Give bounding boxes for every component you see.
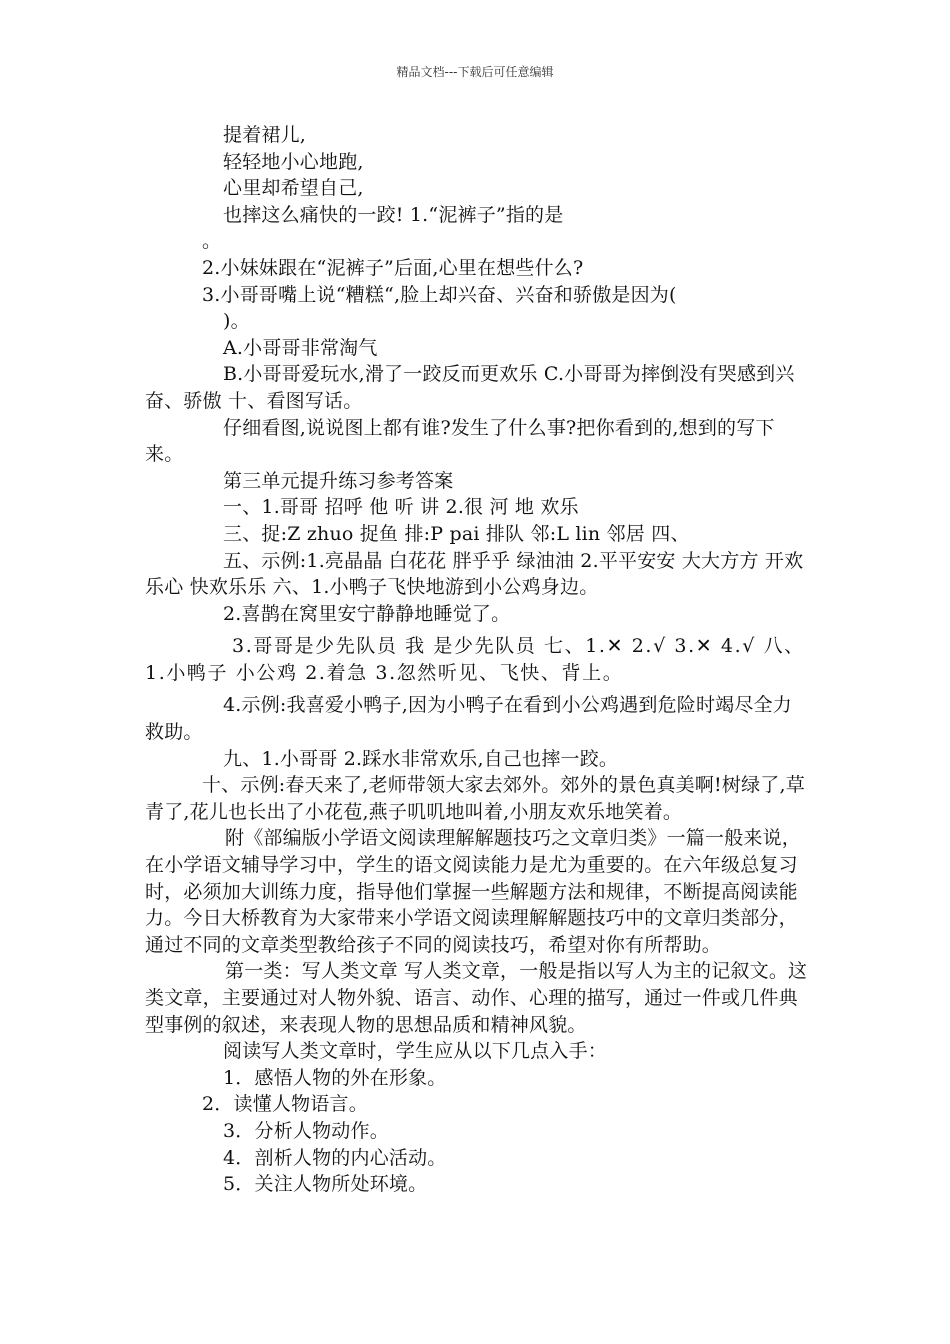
paragraph: B.小哥哥爱玩水,滑了一跤反而更欢乐 C.小哥哥为摔倒没有哭感到兴奋、骄傲 十、看图写话。 xyxy=(145,363,795,412)
page-header: 精品文档---下载后可任意编辑 xyxy=(396,65,554,79)
list-item: 1．感悟人物的外在形象。 xyxy=(223,1066,447,1089)
paragraph: 五、示例:1.亮晶晶 白花花 胖乎乎 绿油油 2.平平安安 大大方方 开欢乐心 快欢乐乐 六、1.小鸭子飞快地游到小公鸡身边。 xyxy=(145,549,804,599)
paragraph: 第一类：写人类文章 写人类文章，一般是指以写人为主的记叙文。这类文章，主要通过对人物外貌、语言、动作、心理的描写，通过一件或几件典型事例的叙述，来表现人物的思想品质和精神风貌。 xyxy=(145,960,808,1036)
document-body xyxy=(145,122,810,1198)
paragraph: 3.哥哥是少先队员 我 是少先队员 七、1.✕ 2.√ 3.✕ 4.√ 八、1.小鸭子 小公鸡 2.着急 3.忽然听见、飞快、背上。 xyxy=(145,635,805,684)
paragraph: 轻轻地小心地跑, xyxy=(223,150,364,173)
paragraph: 4.示例:我喜爱小鸭子,因为小鸭子在看到小公鸡遇到危险时竭尽全力救助。 xyxy=(145,694,792,744)
paragraph: 也摔这么痛快的一跤! 1.“泥裤子”指的是 xyxy=(223,203,564,226)
list-item: 5．关注人物所处环境。 xyxy=(223,1173,428,1196)
paragraph: 2.小妹妹跟在“泥裤子”后面,心里在想些什么? xyxy=(202,256,584,279)
list-item: 4．剖析人物的内心活动。 xyxy=(223,1146,447,1169)
list-item: 2．读懂人物语言。 xyxy=(202,1093,368,1116)
paragraph: 。 xyxy=(202,230,222,253)
paragraph: 阅读写人类文章时，学生应从以下几点入手： xyxy=(223,1040,608,1063)
paragraph: 提着裙儿, xyxy=(223,124,307,146)
paragraph: 附《部编版小学语文阅读理解解题技巧之文章归类》一篇一般来说，在小学语文辅导学习中，学生的语文阅读能力是尤为重要的。在六年级总复习时，必须加大训练力度，指导他们掌握一些解题方法和规律，不断提高阅读能力。今日大桥教育为大家带来小学语文阅读理解解题技巧中的文章归类部分，通过不同的文章类型教给孩子不同的阅读技巧，希望对你有所帮助。 xyxy=(145,827,802,956)
answer-key-title: 第三单元提升练习参考答案 xyxy=(223,469,454,492)
paragraph: 十、示例:春天来了,老师带领大家去郊外。郊外的景色真美啊!树绿了,草青了,花儿也长出了小花苞,燕子叽叽地叫着,小朋友欢乐地笑着。 xyxy=(145,774,805,823)
paragraph: 一、1.哥哥 招呼 他 听 讲 2.很 河 地 欢乐 xyxy=(223,496,579,519)
list-item: 3．分析人物动作。 xyxy=(223,1119,389,1142)
paragraph: 九、1.小哥哥 2.踩水非常欢乐,自己也摔一跤。 xyxy=(223,747,619,770)
paragraph: 2.喜鹊在窝里安宁静静地睡觉了。 xyxy=(223,602,511,625)
paragraph: 心里却希望自己, xyxy=(223,177,364,200)
paragraph: 仔细看图,说说图上都有谁?发生了什么事?把你看到的,想到的写下来。 xyxy=(145,416,775,466)
paragraph: )。 xyxy=(223,310,250,333)
paragraph: 三、捉:Z zhuo 捉鱼 排:P pai 排队 邻:L lin 邻居 四、 xyxy=(223,522,690,545)
paragraph: A.小哥哥非常淘气 xyxy=(223,336,378,359)
paragraph: 3.小哥哥嘴上说“糟糕“,脸上却兴奋、兴奋和骄傲是因为( xyxy=(202,283,677,306)
